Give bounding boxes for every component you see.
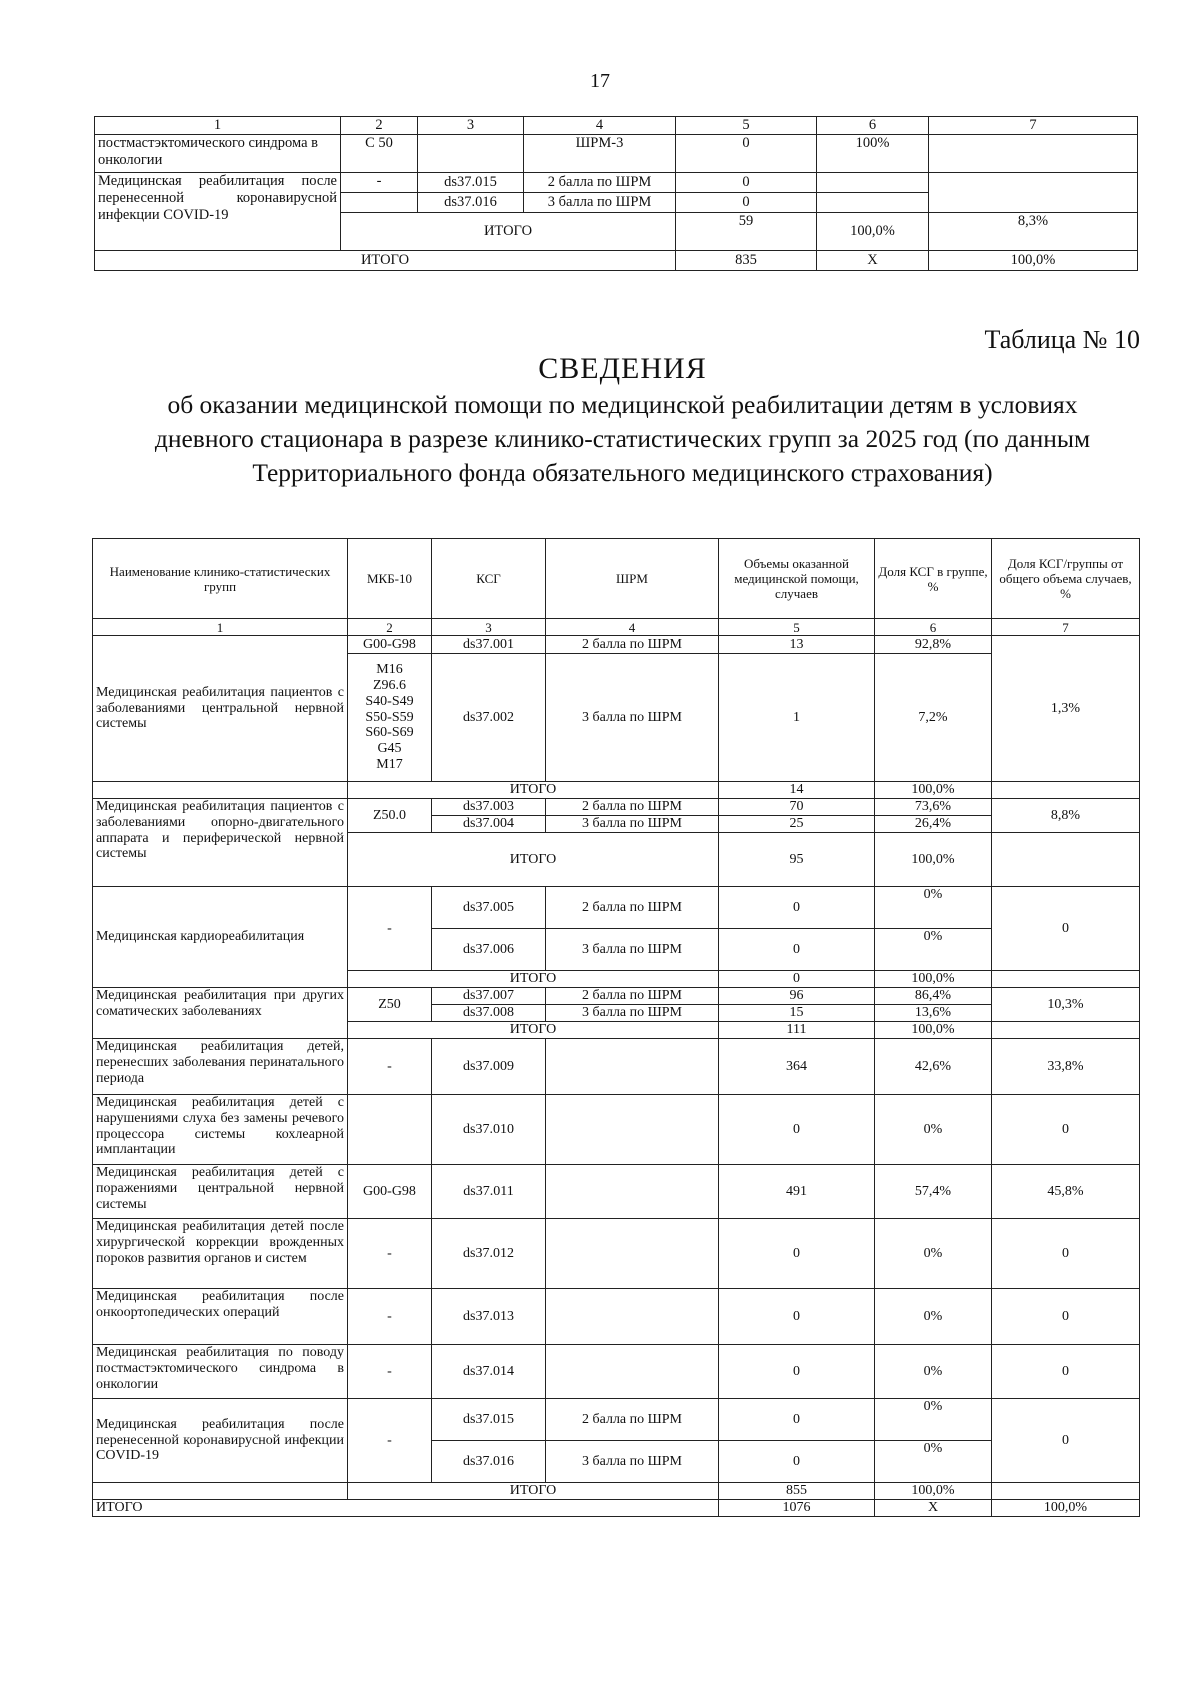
total-share: 0 [992,1345,1140,1399]
ksg-code: ds37.003 [432,799,546,816]
subtotal-volume: 855 [719,1483,875,1500]
total-share: 0 [992,887,1140,971]
col-number: 1 [95,117,341,135]
mkb-code: G00-G98 [348,636,432,654]
ksg-code [418,135,524,173]
share-value: 86,4% [875,988,992,1005]
share-value: 13,6% [875,1005,992,1022]
shrm-value: 2 балла по ШРМ [546,799,719,816]
col-number: 4 [546,619,719,636]
subtotal-label: ИТОГО [341,213,676,251]
total-share: 8,8% [992,799,1140,833]
subtotal-share: 100,0% [875,971,992,988]
volume-value: 1 [719,654,875,782]
subtotal-volume: 0 [719,971,875,988]
grand-total-share: Х [817,251,929,271]
volume-value: 0 [676,193,817,213]
shrm-value [546,1219,719,1289]
header-group-name: Наименование клинико-статистических групп [93,539,348,619]
grand-total-row [93,1500,1140,1517]
share-value: 0% [875,1219,992,1289]
table-row [93,636,1140,654]
col-number: 3 [418,117,524,135]
mkb-code: - [341,173,418,193]
volume-value: 13 [719,636,875,654]
col-number: 1 [93,619,348,636]
total-share: 0 [992,1399,1140,1483]
col-number: 7 [929,117,1138,135]
volume-value: 70 [719,799,875,816]
volume-value: 0 [719,1219,875,1289]
ksg-code: ds37.004 [432,816,546,833]
grand-total-volume: 1076 [719,1500,875,1517]
mkb-code: M16 Z96.6 S40-S49 S50-S59 S60-S69 G45 M17 [348,654,432,782]
volume-value: 491 [719,1165,875,1219]
mkb-code: - [348,1289,432,1345]
document-subtitle: об оказании медицинской помощи по медицинской реабилитации детям в условиях дневного стационара в разрезе клинико-статистических групп за 2025 год (по данным Территориального фонда обязательного медицинского страхования) [154,390,1091,487]
volume-value: 96 [719,988,875,1005]
col-number: 5 [676,117,817,135]
shrm-value: ШРМ-3 [524,135,676,173]
ksg-code: ds37.013 [432,1289,546,1345]
ksg-code: ds37.011 [432,1165,546,1219]
ksg-code: ds37.012 [432,1219,546,1289]
subtotal-total: 8,3% [929,213,1138,251]
shrm-value: 3 балла по ШРМ [546,1441,719,1483]
table-row [93,1165,1140,1219]
ksg-code: ds37.002 [432,654,546,782]
share-value: 73,6% [875,799,992,816]
shrm-value [546,1345,719,1399]
share-value: 0% [875,1095,992,1165]
col-number: 3 [432,619,546,636]
shrm-value: 3 балла по ШРМ [546,929,719,971]
grand-total-share: Х [875,1500,992,1517]
subtotal-volume: 14 [719,782,875,799]
table-row [93,1095,1140,1165]
ksg-code: ds37.016 [432,1441,546,1483]
group-name: Медицинская кардиореабилитация [93,887,348,988]
total-share [992,1483,1140,1500]
total-share [992,782,1140,799]
volume-value: 0 [719,929,875,971]
header-mkb: МКБ-10 [348,539,432,619]
group-name-continuation [93,1483,348,1500]
group-name: Медицинская реабилитация детей с нарушениями слуха без замены речевого процессора системы кохлеарной имплантации [93,1095,348,1165]
subtotal-share: 100,0% [875,833,992,887]
group-name: Медицинская реабилитация после перенесенной коронавирусной инфекции COVID-19 [95,173,341,251]
ksg-code: ds37.009 [432,1039,546,1095]
total-share: 0 [992,1219,1140,1289]
share-value: 42,6% [875,1039,992,1095]
header-shrm: ШРМ [546,539,719,619]
ksg-code: ds37.010 [432,1095,546,1165]
shrm-value: 2 балла по ШРМ [524,173,676,193]
group-name: Медицинская реабилитация после перенесенной коронавирусной инфекции COVID-19 [93,1399,348,1483]
grand-total-row [95,251,1138,271]
col-number: 2 [348,619,432,636]
subtotal-label: ИТОГО [348,833,719,887]
table-row [93,1219,1140,1289]
group-name: Медицинская реабилитация пациентов с заболеваниями опорно-двигательного аппарата и периферической нервной системы [93,799,348,887]
total-share: 0 [992,1289,1140,1345]
table-row [93,1289,1140,1345]
shrm-value [546,1289,719,1345]
column-number-row [95,117,1138,135]
group-name: Медицинская реабилитация по поводу постмастэктомического синдрома в онкологии [93,1345,348,1399]
volume-value: 15 [719,1005,875,1022]
ksg-code: ds37.014 [432,1345,546,1399]
share-value: 0% [875,1289,992,1345]
total-share: 45,8% [992,1165,1140,1219]
share-value [817,173,929,193]
mkb-code: - [348,1345,432,1399]
shrm-value [546,1095,719,1165]
share-value: 26,4% [875,816,992,833]
subtotal-label: ИТОГО [348,1022,719,1039]
shrm-value: 2 балла по ШРМ [546,636,719,654]
ksg-code: ds37.016 [418,193,524,213]
mkb-code: - [348,887,432,971]
share-value: 0% [875,1441,992,1483]
subtotal-share: 100,0% [875,782,992,799]
ksg-code: ds37.008 [432,1005,546,1022]
group-name-continuation [93,782,348,799]
mkb-code: G00-G98 [348,1165,432,1219]
mkb-code: - [348,1039,432,1095]
shrm-value: 3 балла по ШРМ [546,1005,719,1022]
table-row [93,799,1140,816]
total-share: 0 [992,1095,1140,1165]
column-number-row [93,619,1140,636]
subtotal-volume: 111 [719,1022,875,1039]
col-number: 5 [719,619,875,636]
col-number: 7 [992,619,1140,636]
table-row [93,1345,1140,1399]
group-name: Медицинская реабилитация детей, перенесших заболевания перинатального периода [93,1039,348,1095]
table-number-label: Таблица № 10 [984,325,1140,354]
mkb-code [348,1095,432,1165]
shrm-value [546,1039,719,1095]
table-row [95,173,1138,193]
previous-table-continuation [94,116,1138,271]
table-row [93,887,1140,929]
document-title: СВЕДЕНИЯ [538,352,707,385]
share-value: 92,8% [875,636,992,654]
volume-value: 0 [719,1289,875,1345]
total-share [929,173,1138,213]
grand-total-volume: 835 [676,251,817,271]
volume-value: 0 [719,1441,875,1483]
volume-value: 0 [719,1399,875,1441]
page-number: 17 [590,70,610,92]
volume-value: 0 [719,1345,875,1399]
share-value: 0% [875,1345,992,1399]
group-name: Медицинская реабилитация детей с поражениями центральной нервной системы [93,1165,348,1219]
share-value: 0% [875,1399,992,1441]
shrm-value: 2 балла по ШРМ [546,887,719,929]
mkb-code: Z50.0 [348,799,432,833]
mkb-code [341,193,418,213]
rehabilitation-table [92,538,1140,1517]
ksg-code: ds37.006 [432,929,546,971]
grand-total-total: 100,0% [992,1500,1140,1517]
subtotal-label: ИТОГО [348,782,719,799]
col-number: 6 [817,117,929,135]
mkb-code: Z50 [348,988,432,1022]
share-value: 100% [817,135,929,173]
ksg-code: ds37.005 [432,887,546,929]
shrm-value: 2 балла по ШРМ [546,988,719,1005]
group-name: Медицинская реабилитация пациентов с заболеваниями центральной нервной системы [93,636,348,782]
table-row [93,1399,1140,1441]
total-share: 10,3% [992,988,1140,1022]
volume-value: 0 [719,887,875,929]
subtotal-share: 100,0% [817,213,929,251]
header-volume: Объемы оказанной медицинской помощи, случаев [719,539,875,619]
table-row [93,988,1140,1005]
volume-value: 25 [719,816,875,833]
header-ksg: КСГ [432,539,546,619]
header-total-share: Доля КСГ/группы от общего объема случаев, % [992,539,1140,619]
ksg-code: ds37.001 [432,636,546,654]
total-share [992,1022,1140,1039]
volume-value: 0 [676,135,817,173]
total-share [929,135,1138,173]
group-name: Медицинская реабилитация детей после хирургической коррекции врожденных пороков развития органов и систем [93,1219,348,1289]
table-row [93,1039,1140,1095]
ksg-code: ds37.007 [432,988,546,1005]
total-share: 33,8% [992,1039,1140,1095]
total-share [992,971,1140,988]
share-value [817,193,929,213]
grand-total-label: ИТОГО [93,1500,719,1517]
ksg-code: ds37.015 [432,1399,546,1441]
col-number: 6 [875,619,992,636]
share-value: 7,2% [875,654,992,782]
share-value: 57,4% [875,1165,992,1219]
shrm-value [546,1165,719,1219]
shrm-value: 3 балла по ШРМ [546,816,719,833]
shrm-value: 3 балла по ШРМ [524,193,676,213]
subtotal-row [93,1483,1140,1500]
mkb-code: С 50 [341,135,418,173]
subtotal-volume: 95 [719,833,875,887]
share-value: 0% [875,887,992,929]
subtotal-volume: 59 [676,213,817,251]
volume-value: 364 [719,1039,875,1095]
table-header-row [93,539,1140,619]
header-share: Доля КСГ в группе, % [875,539,992,619]
mkb-code: - [348,1219,432,1289]
mkb-code: - [348,1399,432,1483]
shrm-value: 3 балла по ШРМ [546,654,719,782]
grand-total-total: 100,0% [929,251,1138,271]
volume-value: 0 [719,1095,875,1165]
col-number: 2 [341,117,418,135]
ksg-code: ds37.015 [418,173,524,193]
subtotal-label: ИТОГО [348,971,719,988]
subtotal-share: 100,0% [875,1483,992,1500]
subtotal-label: ИТОГО [348,1483,719,1500]
table-row [95,135,1138,173]
volume-value: 0 [676,173,817,193]
group-name: постмастэктомического синдрома в онкологии [95,135,341,173]
subtotal-share: 100,0% [875,1022,992,1039]
shrm-value: 2 балла по ШРМ [546,1399,719,1441]
total-share: 1,3% [992,636,1140,782]
grand-total-label: ИТОГО [95,251,676,271]
total-share [992,833,1140,887]
group-name: Медицинская реабилитация после онкоортопедических операций [93,1289,348,1345]
group-name: Медицинская реабилитация при других соматических заболеваниях [93,988,348,1039]
share-value: 0% [875,929,992,971]
subtotal-row [93,782,1140,799]
col-number: 4 [524,117,676,135]
